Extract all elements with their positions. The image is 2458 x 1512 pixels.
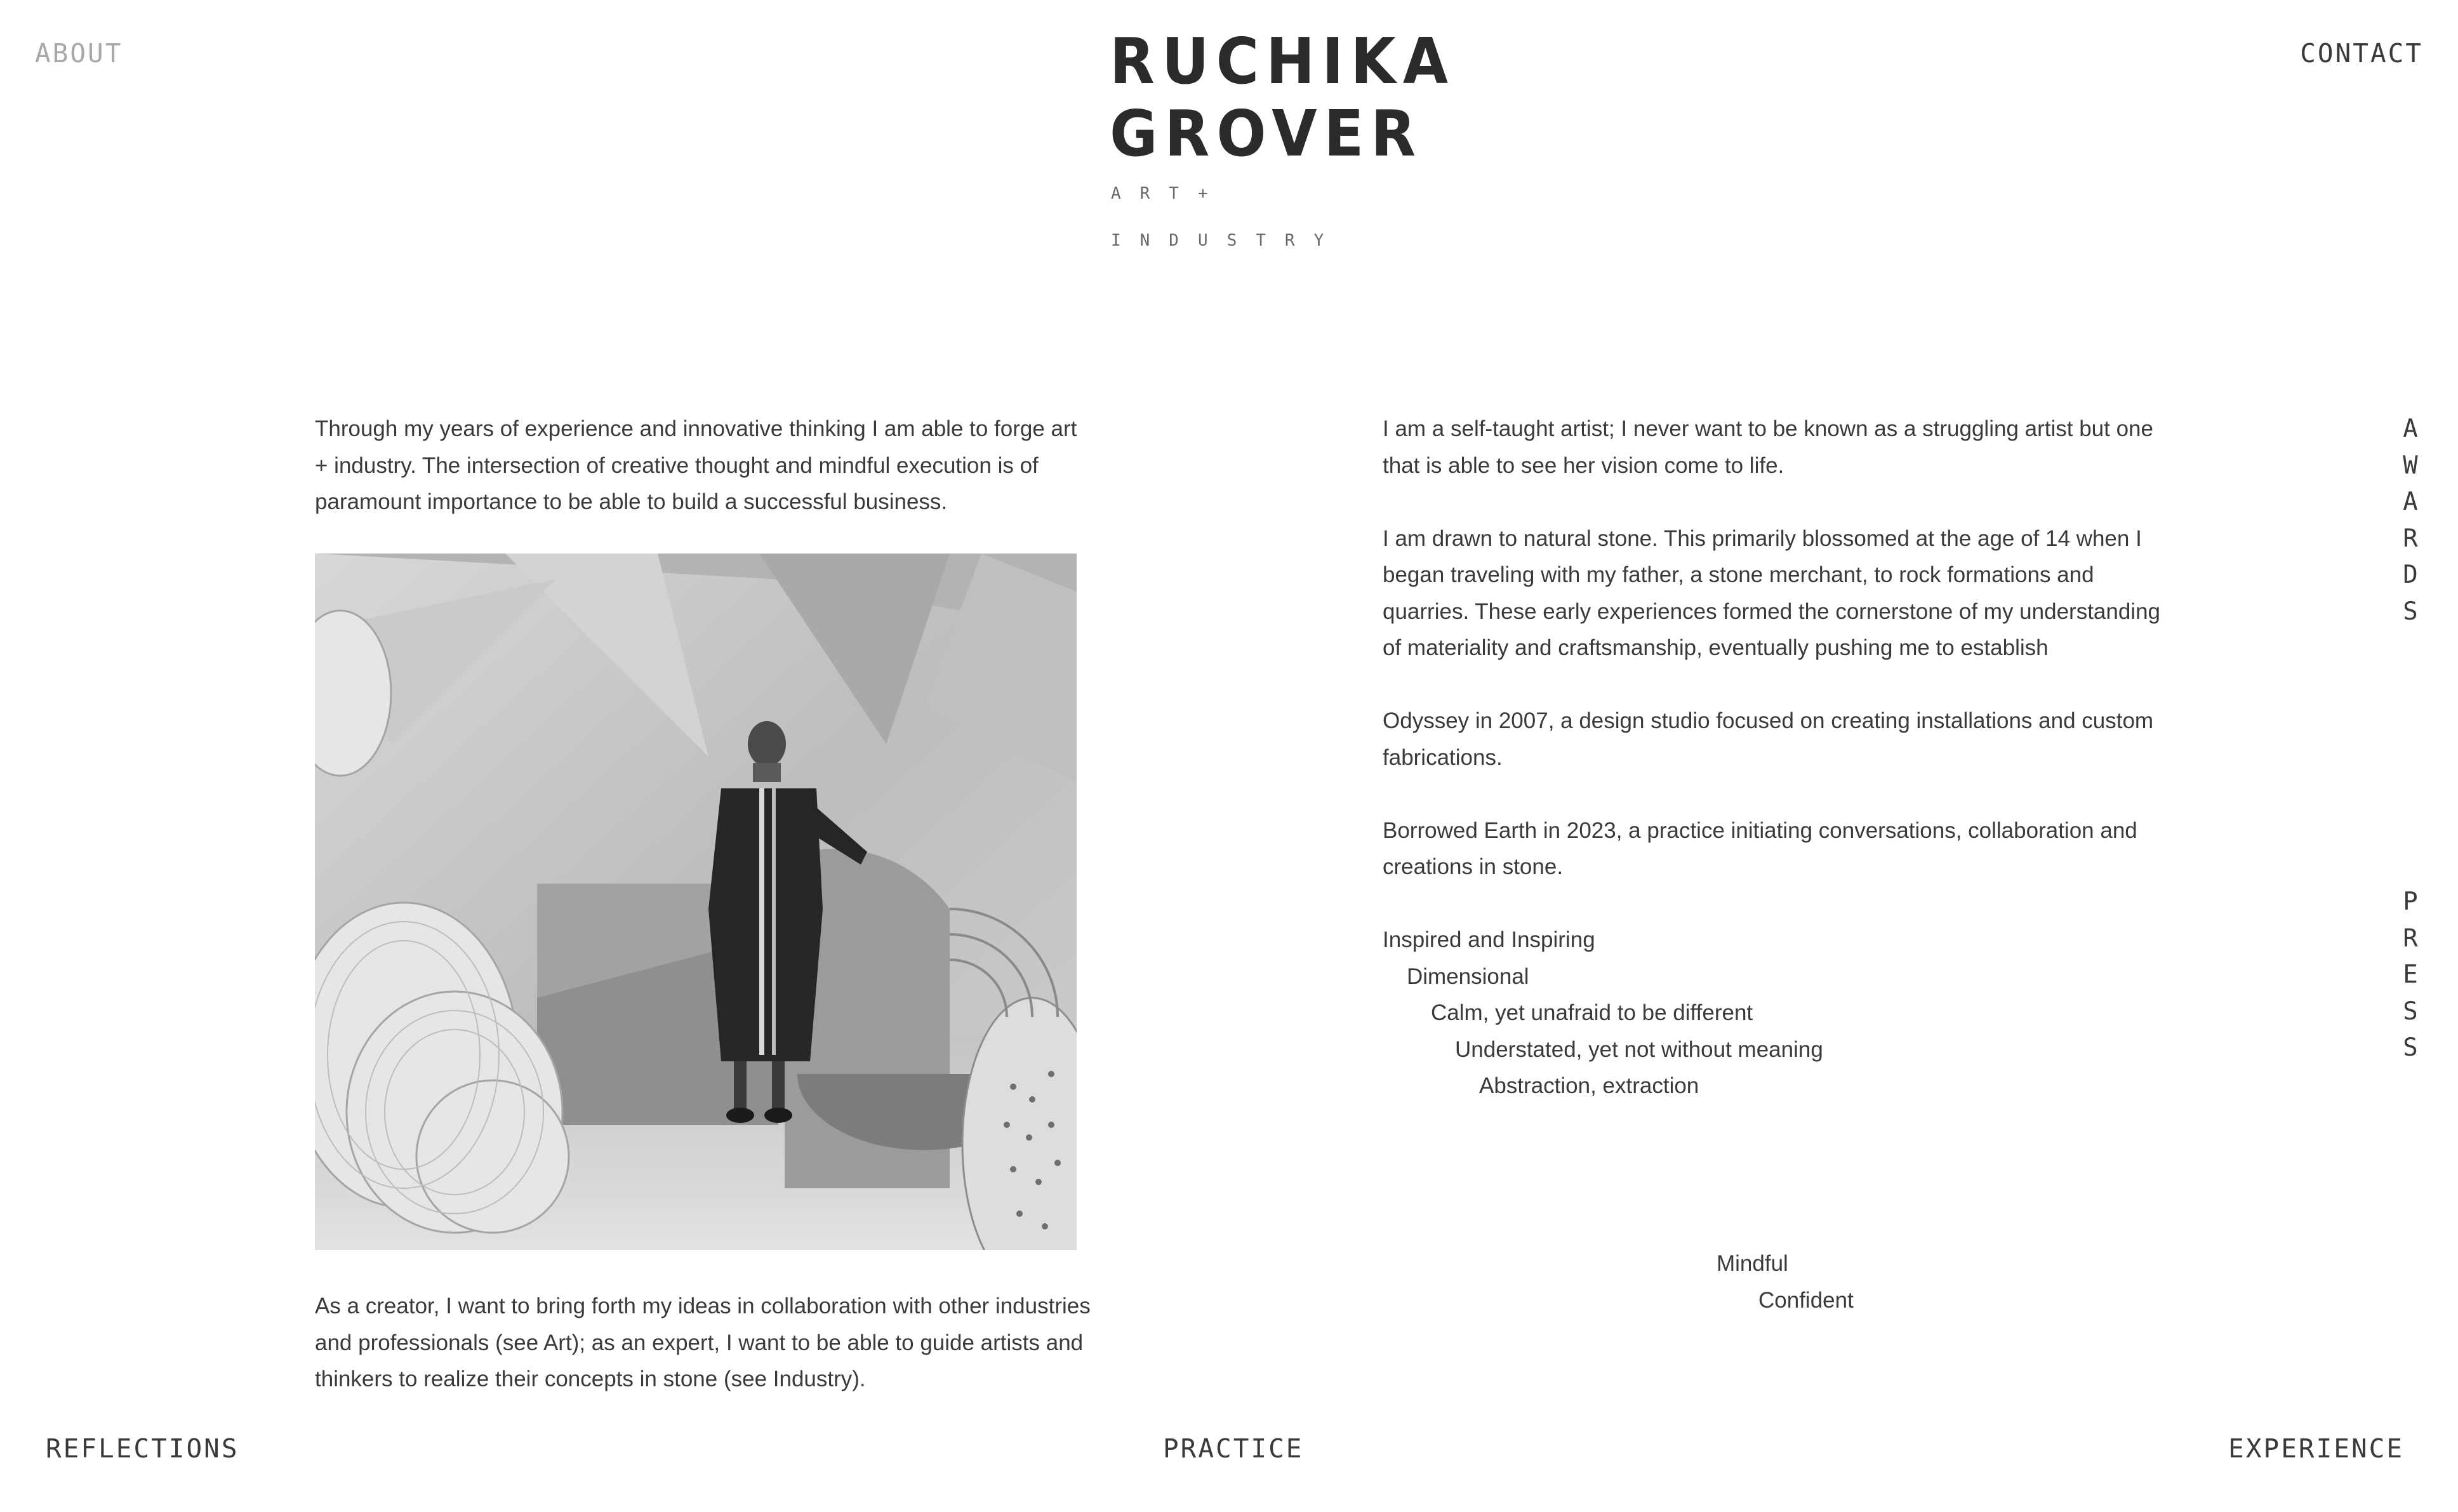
value-line: Abstraction, extraction	[1479, 1073, 1699, 1098]
logo-last-name: GROVER	[1110, 96, 1423, 171]
outro-paragraph	[315, 1288, 1096, 1398]
intro-paragraph	[315, 411, 1096, 521]
press-link[interactable]	[2398, 884, 2423, 1066]
value-line: Calm, yet unafraid to be different	[1431, 1000, 1753, 1025]
awards-letter: S	[2403, 597, 2418, 626]
value-line: Dimensional	[1407, 964, 1529, 989]
awards-letter: A	[2403, 414, 2418, 443]
outro-text: As a creator, I want to bring forth my ideas in collaboration with other industries and professionals (see Art); as an expert, I want to be able to guide artists and thinkers to realize their concepts in stone (see Industry).	[315, 1294, 1091, 1391]
nav-practice-link[interactable]: PRACTICE	[1163, 1433, 1304, 1464]
value-line: Inspired and Inspiring	[1383, 927, 1595, 952]
nav-contact-link[interactable]: CONTACT	[2300, 38, 2423, 69]
about-paragraph-2: I am drawn to natural stone. This primarily blossomed at the age of 14 when I began traveling with my father, a stone merchant, to rock formations and quarries. These early experiences formed the cornerstone of my understanding of materiality and craftsmanship, eventually pushing me to establish	[1383, 526, 2161, 660]
value-line: Understated, yet not without meaning	[1455, 1037, 1823, 1062]
mindful-line: Mindful	[1717, 1251, 1788, 1276]
awards-letter: A	[2403, 487, 2418, 516]
site-logo[interactable]	[1110, 24, 1456, 171]
press-letter: S	[2403, 1033, 2418, 1062]
portrait-photo	[315, 554, 1077, 1250]
press-letter: S	[2403, 997, 2418, 1026]
awards-letter: R	[2403, 524, 2418, 553]
awards-letter: D	[2403, 560, 2418, 589]
intro-text: Through my years of experience and innovative thinking I am able to forge art + industry. The intersection of creative thought and mindful execution is of paramount importance to be able to build a successful business.	[315, 416, 1077, 514]
nav-experience-link[interactable]: EXPERIENCE	[2228, 1433, 2404, 1464]
logo-first-name: RUCHIKA	[1110, 24, 1456, 98]
press-letter: R	[2403, 924, 2418, 953]
about-paragraph-4: Borrowed Earth in 2023, a practice initiating conversations, collaboration and creations in stone.	[1383, 818, 2137, 879]
about-text-column	[1383, 411, 2163, 1104]
tagline-industry: INDUSTRY	[1111, 231, 1343, 250]
press-letter: E	[2403, 960, 2418, 989]
awards-link[interactable]	[2398, 411, 2423, 630]
about-paragraph-3: Odyssey in 2007, a design studio focused on creating installations and custom fabrications.	[1383, 708, 2154, 770]
awards-letter: W	[2403, 451, 2418, 480]
values-cascade	[1383, 922, 2163, 1104]
mindful-cascade	[1717, 1245, 1854, 1318]
nav-about-link[interactable]: ABOUT	[35, 38, 123, 69]
about-paragraph-1: I am a self-taught artist; I never want to be known as a struggling artist but one that is able to see her vision come to life.	[1383, 416, 2153, 478]
press-letter: P	[2403, 887, 2418, 916]
nav-reflections-link[interactable]: REFLECTIONS	[46, 1433, 239, 1464]
confident-line: Confident	[1758, 1287, 1854, 1313]
tagline-art: ART+	[1111, 184, 1227, 203]
